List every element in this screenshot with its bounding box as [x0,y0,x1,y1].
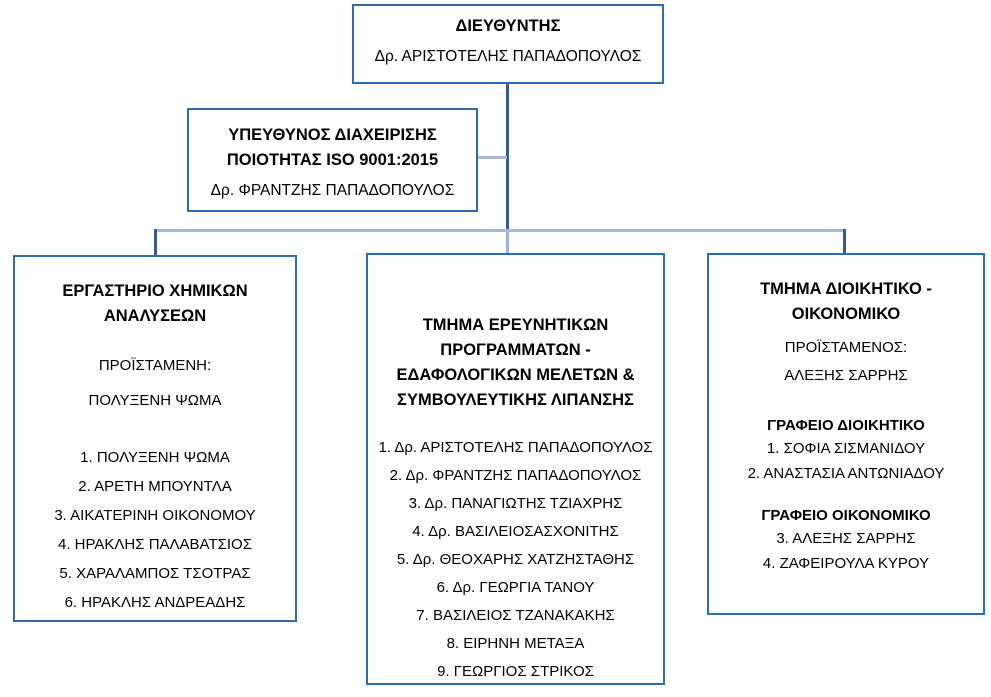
member-item: 3. ΑΙΚΑΤΕΡΙΝΗ ΟΙΚΟΝΟΜΟΥ [54,507,256,524]
connector-departments-horizontal [154,229,846,232]
research-department-box [366,253,665,685]
admin-department-title: ΤΜΗΜΑ ΔΙΟΙΚΗΤΙΚΟ - ΟΙΚΟΝΟΜΙΚΟ [760,280,932,323]
quality-manager-title: ΥΠΕΥΘΥΝΟΣ ΔΙΑΧΕΙΡΙΣΗΣ ΠΟΙΟΤΗΤΑΣ ISO 9001:2015 [226,126,439,169]
connector-iso-horizontal [477,156,507,159]
member-item: 5. Δρ. ΘΕΟΧΑΡΗΣ ΧΑΤΖΗΣΤΑΘΗΣ [396,551,635,568]
research-department-title: ΤΜΗΜΑ ΕΡΕΥΝΗΤΙΚΩΝ ΠΡΟΓΡΑΜΜΑΤΩΝ - ΕΔΑΦΟΛΟΓΙΚΩΝ ΜΕΛΕΤΩΝ & ΣΥΜΒΟΥΛΕΥΤΙΚΗΣ ΛΙΠΑΝΣΗΣ [396,316,635,409]
member-item: 9. ΓΕΩΡΓΙΟΣ ΣΤΡΙΚΟΣ [437,663,594,680]
member-item: 4. Δρ. ΒΑΣΙΛΕΙΟΣΑΣΧΟΝΙΤΗΣ [412,523,619,540]
admin-head-label: ΠΡΟΪΣΤΑΜΕΝΟΣ: [784,339,908,356]
quality-manager-box [187,108,478,212]
finance-office-title: ΓΡΑΦΕΙΟ ΟΙΚΟΝΟΜΙΚΟ [761,507,931,524]
member-item: 3. ΑΛΕΞΗΣ ΣΑΡΡΗΣ [776,530,916,547]
connector-stub-right [843,229,846,254]
connector-stub-left [154,229,157,256]
lab-department-box [13,255,297,622]
member-item: 1. ΣΟΦΙΑ ΣΙΣΜΑΝΙΔΟΥ [766,440,926,457]
member-item: 8. ΕΙΡΗΝΗ ΜΕΤΑΞΑ [446,635,585,652]
member-item: 4. ΗΡΑΚΛΗΣ ΠΑΛΑΒΑΤΣΙΟΣ [57,536,252,553]
member-item: 2. Δρ. ΦΡΑΝΤΖΗΣ ΠΑΠΑΔΟΠΟΥΛΟΣ [389,467,642,484]
director-box [352,4,664,84]
research-members-list [368,434,663,686]
quality-manager-name: Δρ. ΦΡΑΝΤΖΗΣ ΠΑΠΑΔΟΠΟΥΛΟΣ [210,182,455,199]
admin-department-box [707,253,985,615]
member-item: 7. ΒΑΣΙΛΕΙΟΣ ΤΖΑΝΑΚΑΚΗΣ [416,607,615,624]
admin-office-members-list [709,436,983,486]
lab-members-list [15,443,295,617]
connector-stub-center [506,232,509,254]
admin-office-title: ΓΡΑΦΕΙΟ ΔΙΟΙΚΗΤΙΚΟ [767,417,925,434]
admin-head-name: ΑΛΕΞΗΣ ΣΑΡΡΗΣ [784,367,908,384]
member-item: 5. ΧΑΡΑΛΑΜΠΟΣ ΤΣΟΤΡΑΣ [59,565,251,582]
member-item: 6. ΗΡΑΚΛΗΣ ΑΝΔΡΕΑΔΗΣ [64,594,246,611]
member-item: 4. ΖΑΦΕΙΡΟΥΛΑ ΚΥΡΟΥ [762,555,930,572]
member-item: 1. Δρ. ΑΡΙΣΤΟΤΕΛΗΣ ΠΑΠΑΔΟΠΟΥΛΟΣ [378,439,653,456]
member-item: 6. Δρ. ΓΕΩΡΓΙΑ ΤΑΝΟΥ [436,579,595,596]
finance-office-members-list [709,526,983,576]
member-item: 2. ΑΡΕΤΗ ΜΠΟΥΝΤΛΑ [78,478,232,495]
member-item: 2. ΑΝΑΣΤΑΣΙΑ ΑΝΤΩΝΙΑΔΟΥ [747,465,945,482]
member-item: 1. ΠΟΛΥΞΕΝΗ ΨΩΜΑ [80,449,230,466]
lab-head-label: ΠΡΟΪΣΤΑΜΕΝΗ: [98,357,212,374]
director-name: Δρ. ΑΡΙΣΤΟΤΕΛΗΣ ΠΑΠΑΔΟΠΟΥΛΟΣ [374,48,642,65]
lab-department-title: ΕΡΓΑΣΤΗΡΙΟ ΧΗΜΙΚΩΝ ΑΝΑΛΥΣΕΩΝ [62,282,248,325]
lab-head-name: ΠΟΛΥΞΕΝΗ ΨΩΜΑ [88,392,222,409]
member-item: 3. Δρ. ΠΑΝΑΓΙΩΤΗΣ ΤΖΙΑΧΡΗΣ [408,495,623,512]
director-title: ΔΙΕΥΘΥΝΤΗΣ [455,17,561,35]
